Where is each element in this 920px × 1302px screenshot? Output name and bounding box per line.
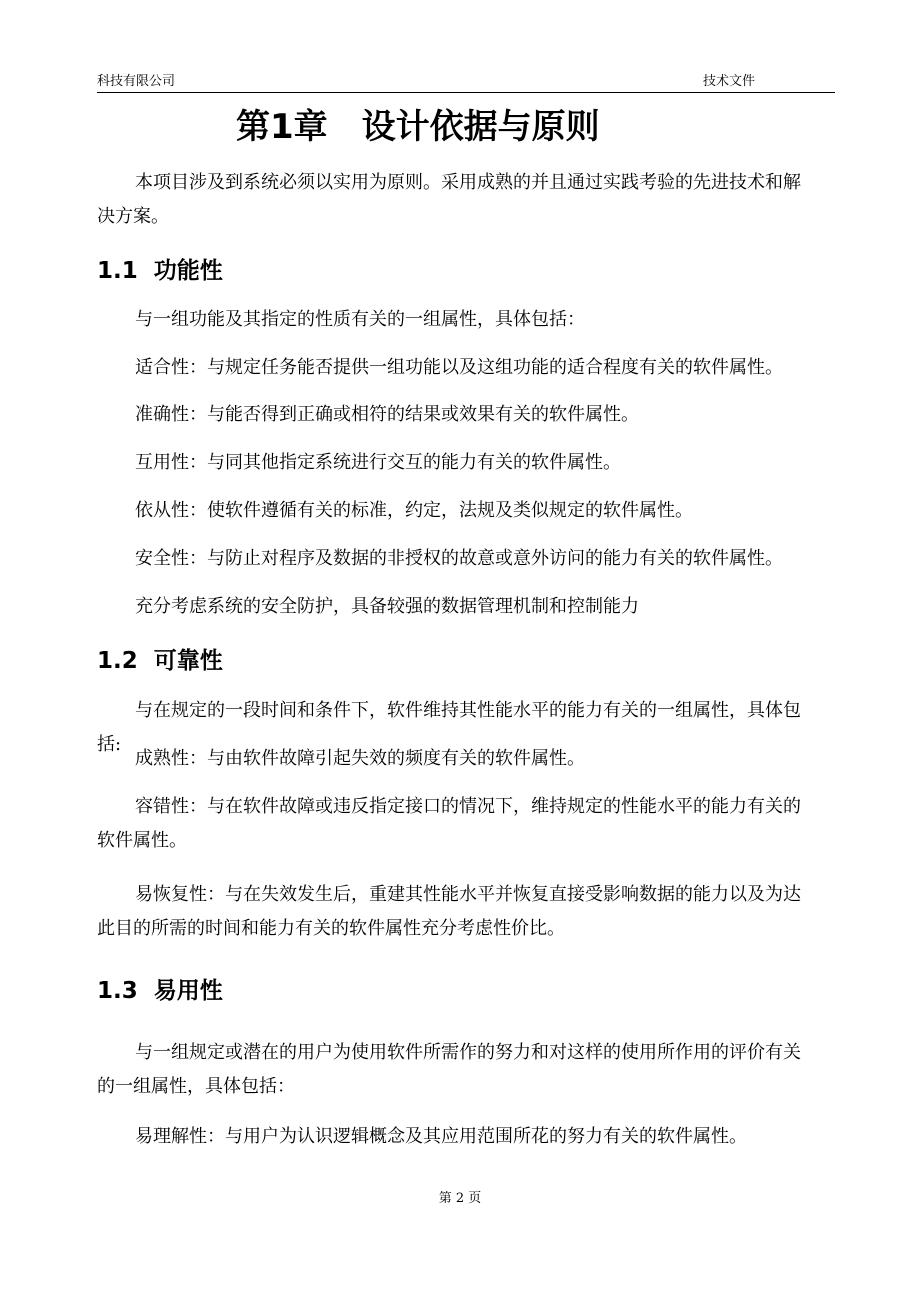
- paragraph: 依从性：使软件遵循有关的标准，约定，法规及类似规定的软件属性。: [135, 500, 693, 521]
- paragraph: 容错性：与在软件故障或违反指定接口的情况下，维持规定的性能水平的能力有关的软件属性。: [97, 796, 801, 851]
- page-header: [97, 72, 835, 93]
- paragraph: 准确性：与能否得到正确或相符的结果或效果有关的软件属性。: [135, 404, 639, 425]
- paragraph: 易恢复性：与在失效发生后，重建其性能水平并恢复直接受影响数据的能力以及为达此目的所需的时间和能力有关的软件属性充分考虑性价比。: [97, 884, 801, 939]
- paragraph: 易理解性：与用户为认识逻辑概念及其应用范围所花的努力有关的软件属性。: [135, 1126, 747, 1147]
- paragraph: 安全性：与防止对程序及数据的非授权的故意或意外访问的能力有关的软件属性。: [135, 548, 783, 569]
- paragraph: 成熟性：与由软件故障引起失效的频度有关的软件属性。: [135, 748, 585, 769]
- header-company: 科技有限公司: [97, 74, 176, 89]
- page-number: 第 2 页: [438, 1191, 482, 1206]
- section-heading-reliability: 1.2 可靠性: [97, 648, 223, 674]
- paragraph: 充分考虑系统的安全防护，具备较强的数据管理机制和控制能力: [135, 596, 639, 617]
- section-heading-usability: 1.3 易用性: [97, 978, 223, 1004]
- header-doc-type: 技术文件: [703, 74, 756, 89]
- intro-paragraph: 本项目涉及到系统必须以实用为原则。采用成熟的并且通过实践考验的先进技术和解决方案。: [97, 172, 801, 227]
- paragraph: 与一组规定或潜在的用户为使用软件所需作的努力和对这样的使用所作用的评价有关的一组属性，具体包括：: [97, 1042, 801, 1097]
- paragraph: 与一组功能及其指定的性质有关的一组属性，具体包括：: [135, 309, 585, 330]
- section-heading-functionality: 1.1 功能性: [97, 258, 223, 284]
- paragraph: 与在规定的一段时间和条件下，软件维持其性能水平的能力有关的一组属性，具体包括:: [97, 700, 801, 755]
- paragraph: 互用性：与同其他指定系统进行交互的能力有关的软件属性。: [135, 452, 621, 473]
- paragraph: 适合性：与规定任务能否提供一组功能以及这组功能的适合程度有关的软件属性。: [135, 357, 783, 378]
- chapter-title: 第1章 设计依据与原则: [236, 107, 600, 147]
